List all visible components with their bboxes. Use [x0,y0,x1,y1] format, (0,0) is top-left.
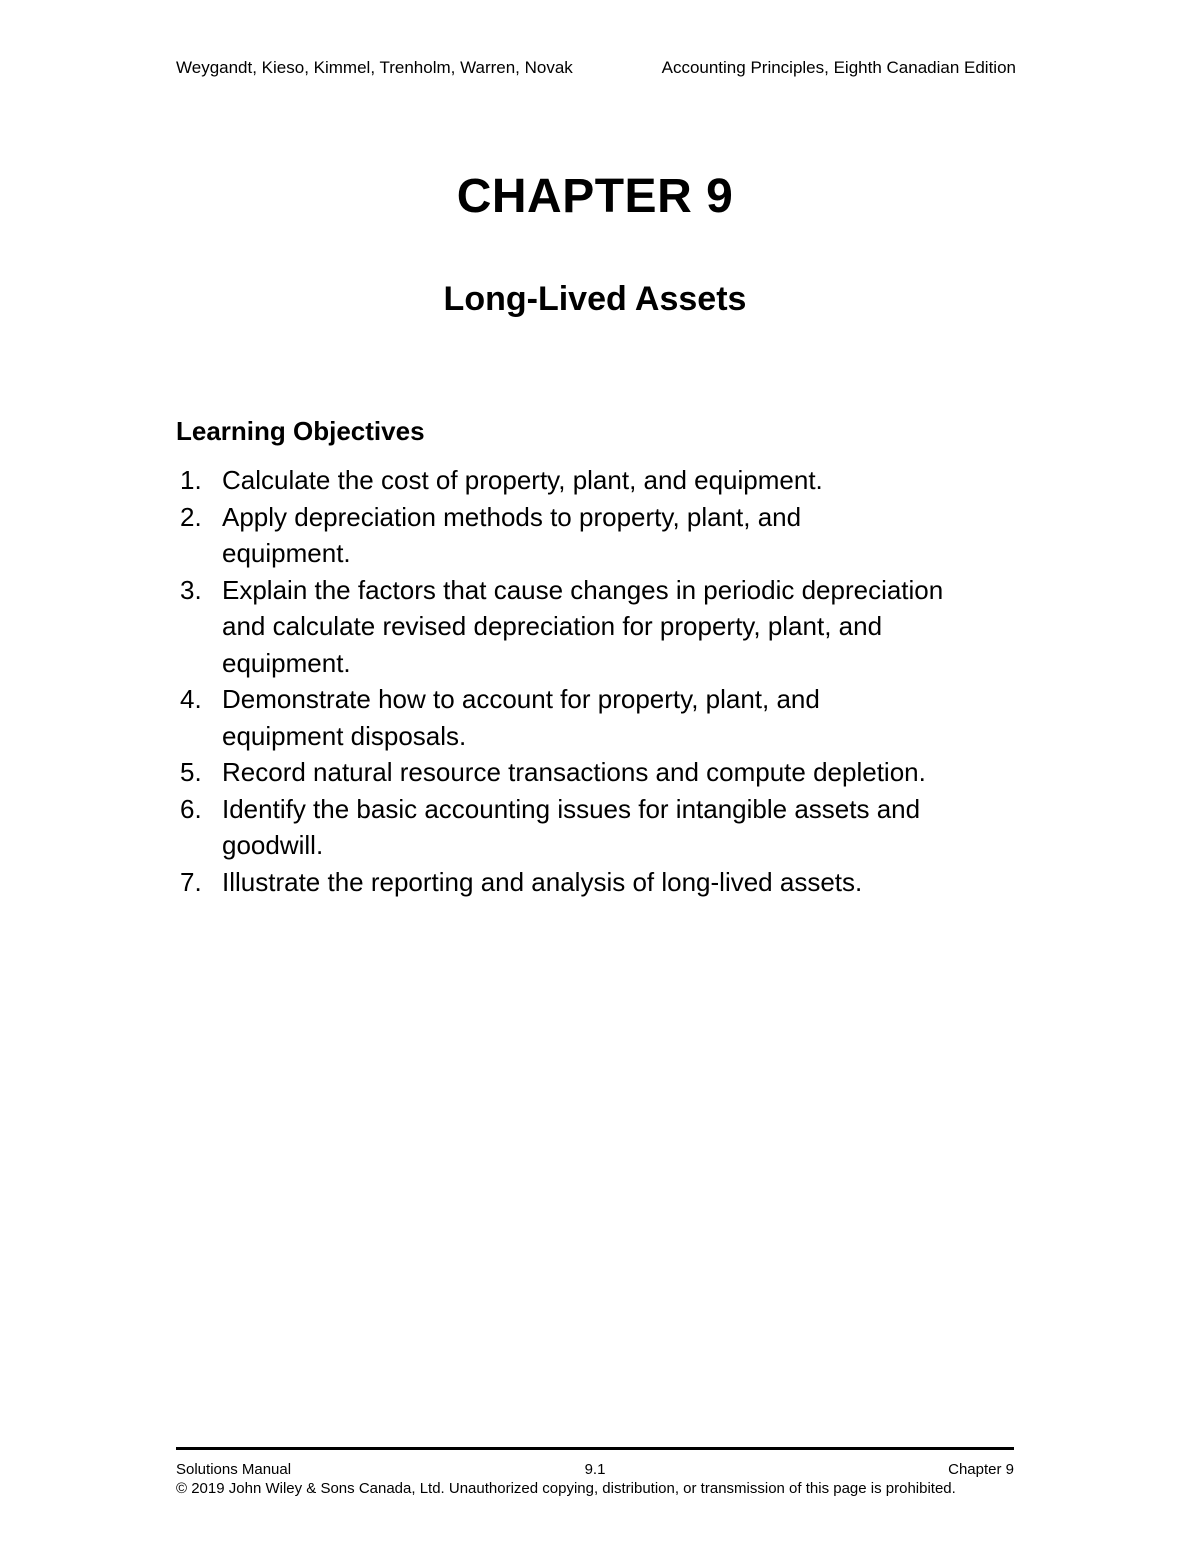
list-item-text: Identify the basic accounting issues for intangible assets and goodwill. [222,793,921,860]
list-item-number: 6. [180,793,202,824]
list-item [176,499,862,572]
list-item-text: Record natural resource transactions and compute depletion. [222,757,926,787]
learning-objectives-list [176,462,976,900]
list-item [176,462,976,499]
list-item [176,572,962,682]
list-item-number: 4. [180,684,202,714]
list-item-text: Calculate the cost of property, plant, and equipment. [222,465,823,495]
chapter-subtitle: Long-Lived Assets [443,280,747,318]
list-item-text: Explain the factors that cause changes in periodic depreciation and calculate revised depreciation for property, plant, and equipment. [222,574,944,678]
list-item-number: 1. [180,465,202,495]
list-item [176,681,882,754]
list-item-text: Illustrate the reporting and analysis of long-lived assets. [222,866,863,897]
list-item-number: 2. [180,501,202,532]
running-header [176,57,1016,81]
list-item-text: Demonstrate how to account for property, plant, and equipment disposals. [222,684,820,751]
list-item [176,864,976,901]
footer-divider [176,1447,1014,1450]
footer-page-number: 9.1 [584,1461,606,1478]
learning-objectives-heading: Learning Objectives [176,416,425,446]
footer-chapter-label: Chapter 9 [948,1461,1014,1478]
list-item [176,791,982,864]
list-item [176,754,976,791]
list-item-number: 3. [180,574,202,605]
footer-copyright: © 2019 John Wiley & Sons Canada, Ltd. Unauthorized copying, distribution, or transmission of this page is prohibited. [176,1480,956,1497]
header-book-title: Accounting Principles, Eighth Canadian Edition [661,58,1016,77]
list-item-number: 5. [180,757,202,787]
chapter-title: CHAPTER 9 [456,170,734,223]
list-item-text: Apply depreciation methods to property, plant, and equipment. [222,501,802,568]
header-authors: Weygandt, Kieso, Kimmel, Trenholm, Warren, Novak [176,58,573,77]
page-footer [176,1460,1014,1498]
footer-manual-label: Solutions Manual [176,1461,292,1478]
footer-row [176,1460,1014,1479]
list-item-number: 7. [180,866,202,897]
